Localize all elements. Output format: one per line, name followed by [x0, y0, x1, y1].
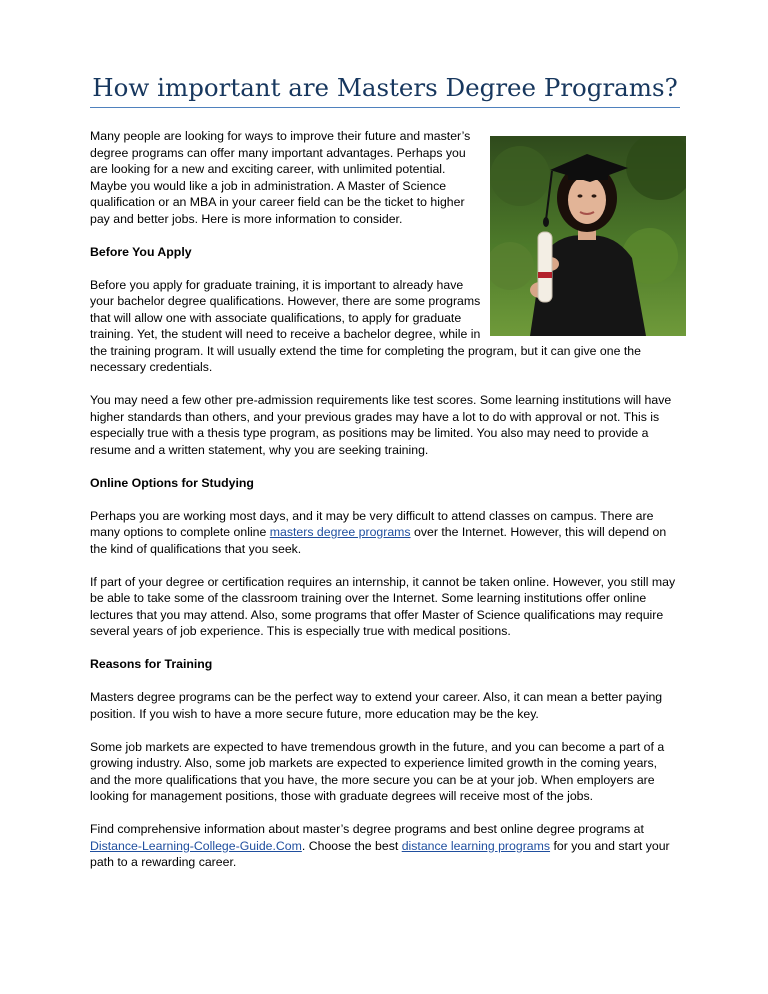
graduate-photo — [490, 136, 686, 336]
text-span: for you and start your path to a rewarding career. — [90, 838, 670, 869]
section-heading: Reasons for Training — [90, 657, 213, 671]
closing-paragraph — [90, 821, 680, 871]
text-span: Find comprehensive information about master’s degree programs and best online degree programs at — [90, 822, 644, 836]
paragraph: Masters degree programs can be the perfect way to extend your career. Also, it can mean a better paying position. If you wish to have a more secure future, more education may be the key. — [90, 690, 663, 721]
section-heading: Online Options for Studying — [90, 475, 254, 490]
section-heading: Before You Apply — [90, 244, 192, 259]
intro-paragraph: Many people are looking for ways to improve their future and master’s degree programs can offer many important advantages. Perhaps you are looking for a new and exciting career, with unlimited potential. Maybe you would like a job in administration. A Master of Science qualification or an MBA in your career field can be the ticket to higher pay and better jobs. Here is more information to consider. — [90, 129, 471, 226]
paragraph: Some job markets are expected to have tremendous growth in the future, and you can become a part of a growing industry. Also, some job markets are expected to experience limited growth in the coming years, and the more qualifications that you have, the more secure you can be at your job. When employers are looking for management positions, those with graduate degrees will receive most of the jobs. — [90, 739, 665, 803]
document-body — [90, 128, 680, 887]
text-span: over the Internet. However, this will depend on the kind of qualifications that you seek. — [90, 525, 667, 556]
masters-degree-programs-link[interactable]: masters degree programs — [269, 525, 411, 539]
paragraph: If part of your degree or certification requires an internship, it cannot be taken online. However, you still may be able to take some of the classroom training over the Internet. Some learning institutions offer online lectures that you may attend. Also, some programs that offer Master of Science qualifications may require several years of job experience. This is especially true with medical positions. — [90, 574, 676, 638]
title-divider — [90, 107, 680, 108]
document-title: How important are Masters Degree Programs? — [92, 73, 678, 102]
paragraph: You may need a few other pre-admission requirements like test scores. Some learning institutions will have higher standards than others, and your previous grades may have a lot to do with approval or not. This is especially true with a thesis type program, as positions may be limited. You also may need to provide a resume and a written statement, why you are seeking training. — [90, 393, 672, 457]
text-span: . Choose the best — [301, 838, 402, 853]
guide-site-link[interactable]: Distance-Learning-College-Guide.Com — [90, 838, 302, 853]
distance-learning-link[interactable]: distance learning programs — [401, 838, 551, 853]
paragraph: Before you apply for graduate training, it is important to already have your bachelor degree qualifications. However, there are some programs that will allow one with associate qualifications, to apply for graduate training. Yet, the student will need to receive a bachelor degree, while in the training program. It will usually extend the time for completing the program, but it can give one the necessary credentials. — [90, 277, 641, 374]
text-span: Perhaps you are working most days, and it may be very difficult to attend classes on campus. There are many options to complete online — [90, 508, 654, 539]
paragraph — [90, 508, 680, 558]
